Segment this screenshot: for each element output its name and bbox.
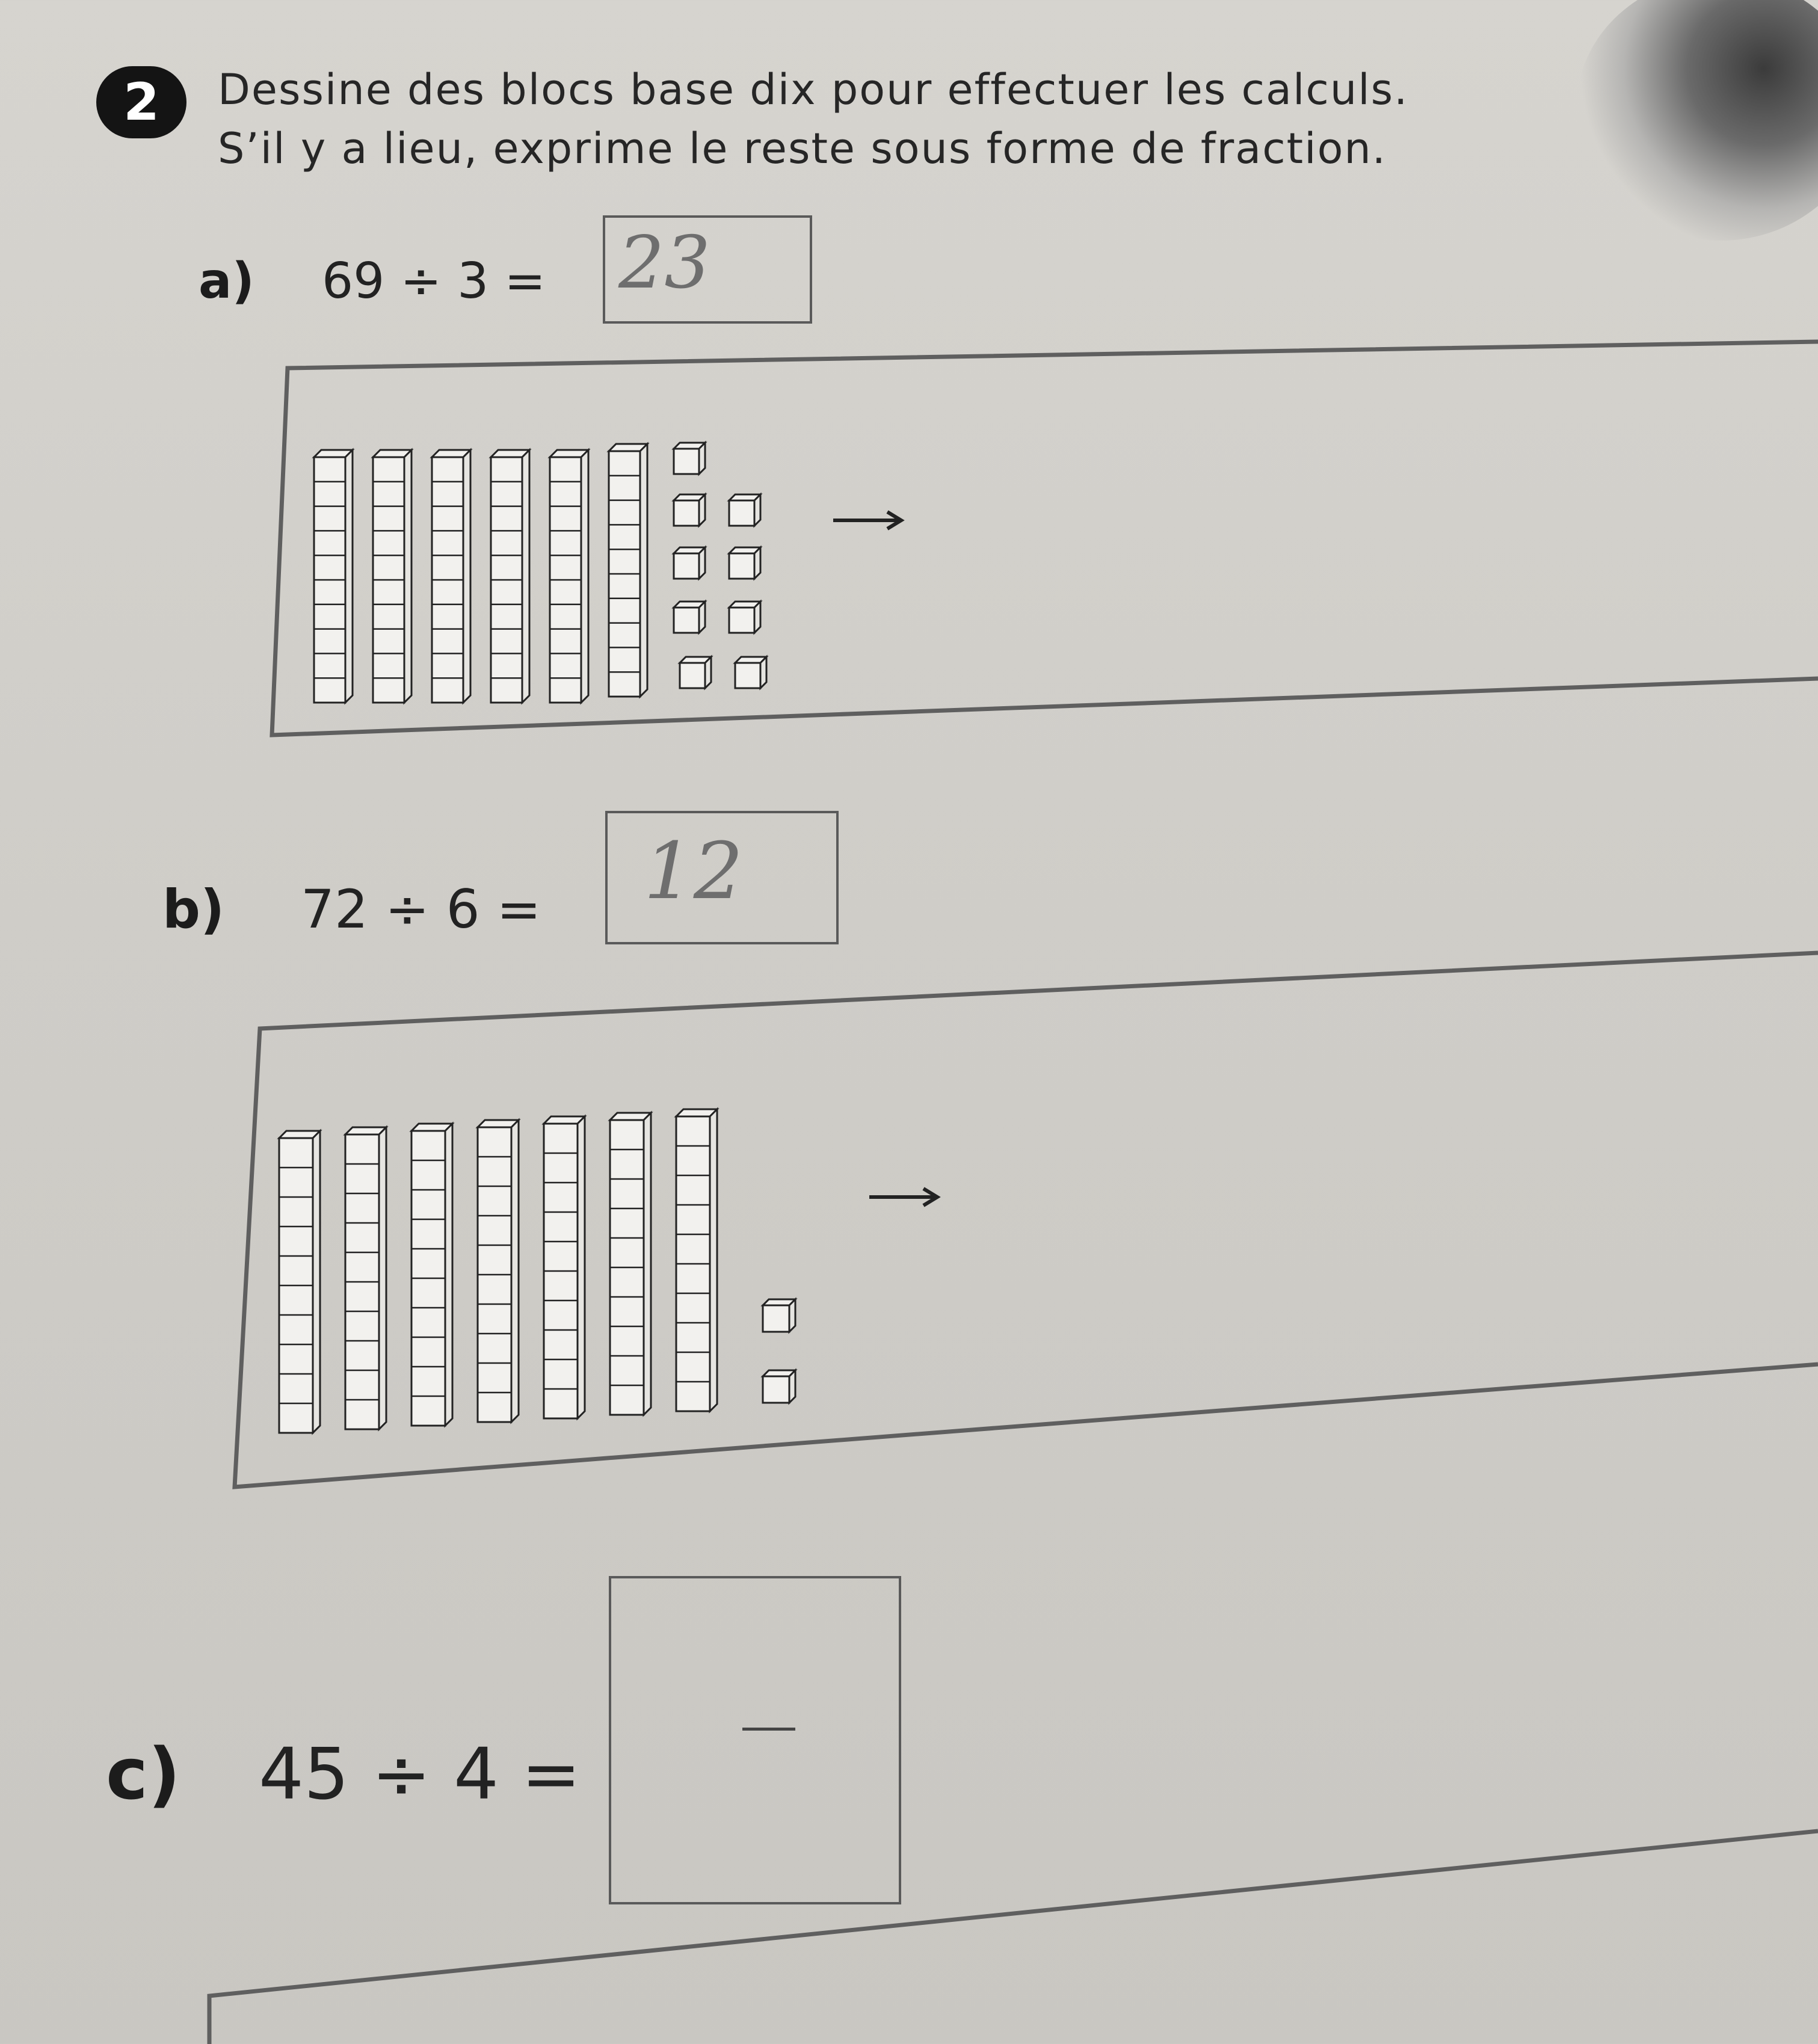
item-a-label: a) <box>199 253 254 310</box>
exercise-number-badge: 2 <box>96 66 186 138</box>
instruction-line-2: S’il y a lieu, exprime le reste sous forme de fraction. <box>218 124 1387 173</box>
item-b-label: b) <box>162 878 225 940</box>
instruction-line-1: Dessine des blocs base dix pour effectuer les calculs. <box>218 65 1409 114</box>
item-c-label: c) <box>106 1732 180 1815</box>
item-c-expression: 45 ÷ 4 = <box>259 1732 581 1815</box>
item-a-expression: 69 ÷ 3 = <box>322 253 546 310</box>
item-b-expression: 72 ÷ 6 = <box>301 878 541 940</box>
item-a-answer-handwritten: 23 <box>618 221 710 305</box>
item-b-answer-handwritten: 12 <box>644 825 744 917</box>
